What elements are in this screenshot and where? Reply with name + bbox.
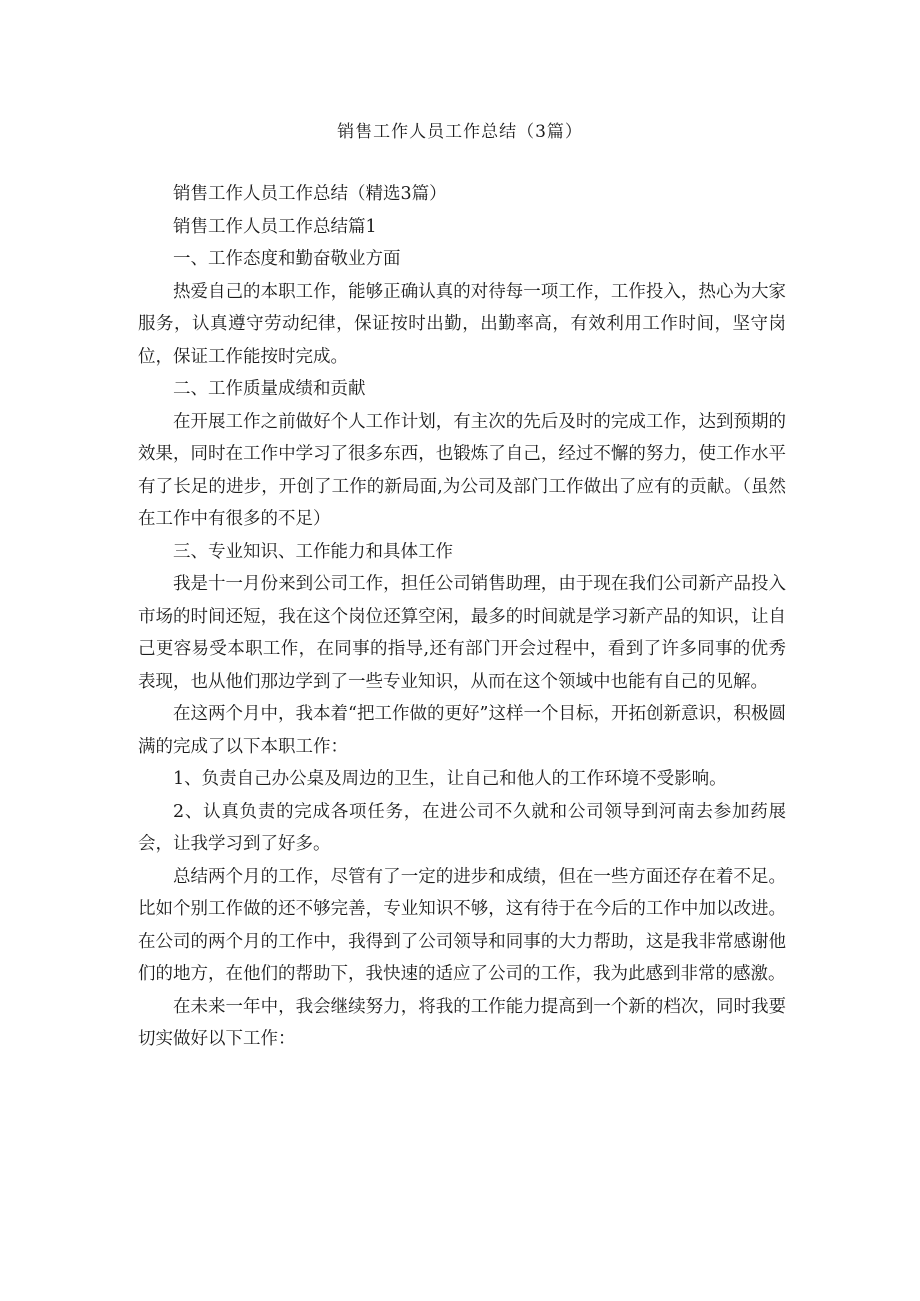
list-item: 1、负责自己办公桌及周边的卫生，让自己和他人的工作环境不受影响。 <box>173 769 727 789</box>
document-title: 销售工作人员工作总结（3篇） <box>337 122 583 142</box>
document-body <box>138 178 786 1056</box>
paragraph: 总结两个月的工作，尽管有了一定的进步和成绩，但在一些方面还存在着不足。比如个别工作做的还不够完善，专业知识不够，这有待于在今后的工作中加以改进。在公司的两个月的工作中，我得到了公司领导和同事的大力帮助，这是我非常感谢他们的地方，在他们的帮助下，我快速的适应了公司的工作，我为此感到非常的感激。 <box>138 866 786 984</box>
paragraph: 我是十一月份来到公司工作，担任公司销售助理，由于现在我们公司新产品投入市场的时间还短，我在这个岗位还算空闲，最多的时间就是学习新产品的知识，让自己更容易受本职工作，在同事的指导,还有部门开会过程中，看到了许多同事的优秀表现，也从他们那边学到了一些专业知识，从而在这个领域中也能有自己的见解。 <box>138 574 786 692</box>
section-heading: 销售工作人员工作总结篇1 <box>173 216 377 237</box>
section-heading: 三、专业知识、工作能力和具体工作 <box>173 541 453 562</box>
paragraph: 在这两个月中，我本着“把工作做的更好”这样一个目标，开拓创新意识，积极圆满的完成了以下本职工作： <box>138 704 786 757</box>
paragraph: 在未来一年中，我会继续努力，将我的工作能力提高到一个新的档次，同时我要切实做好以下工作： <box>138 996 786 1049</box>
paragraph: 在开展工作之前做好个人工作计划，有主次的先后及时的完成工作，达到预期的效果，同时在工作中学习了很多东西，也锻炼了自己，经过不懈的努力，使工作水平有了长足的进步，开创了工作的新局面,为公司及部门工作做出了应有的贡献。（虽然在工作中有很多的不足） <box>138 411 786 529</box>
section-heading: 二、工作质量成绩和贡献 <box>173 379 366 399</box>
subtitle: 销售工作人员工作总结（精选3篇） <box>173 184 447 204</box>
paragraph: 热爱自己的本职工作，能够正确认真的对待每一项工作，工作投入，热心为大家服务，认真遵守劳动纪律，保证按时出勤，出勤率高，有效利用工作时间，坚守岗位，保证工作能按时完成。 <box>138 281 786 367</box>
list-item: 2、认真负责的完成各项任务，在进公司不久就和公司领导到河南去参加药展会，让我学习到了好多。 <box>138 801 786 854</box>
section-heading: 一、工作态度和勤奋敬业方面 <box>173 249 401 269</box>
